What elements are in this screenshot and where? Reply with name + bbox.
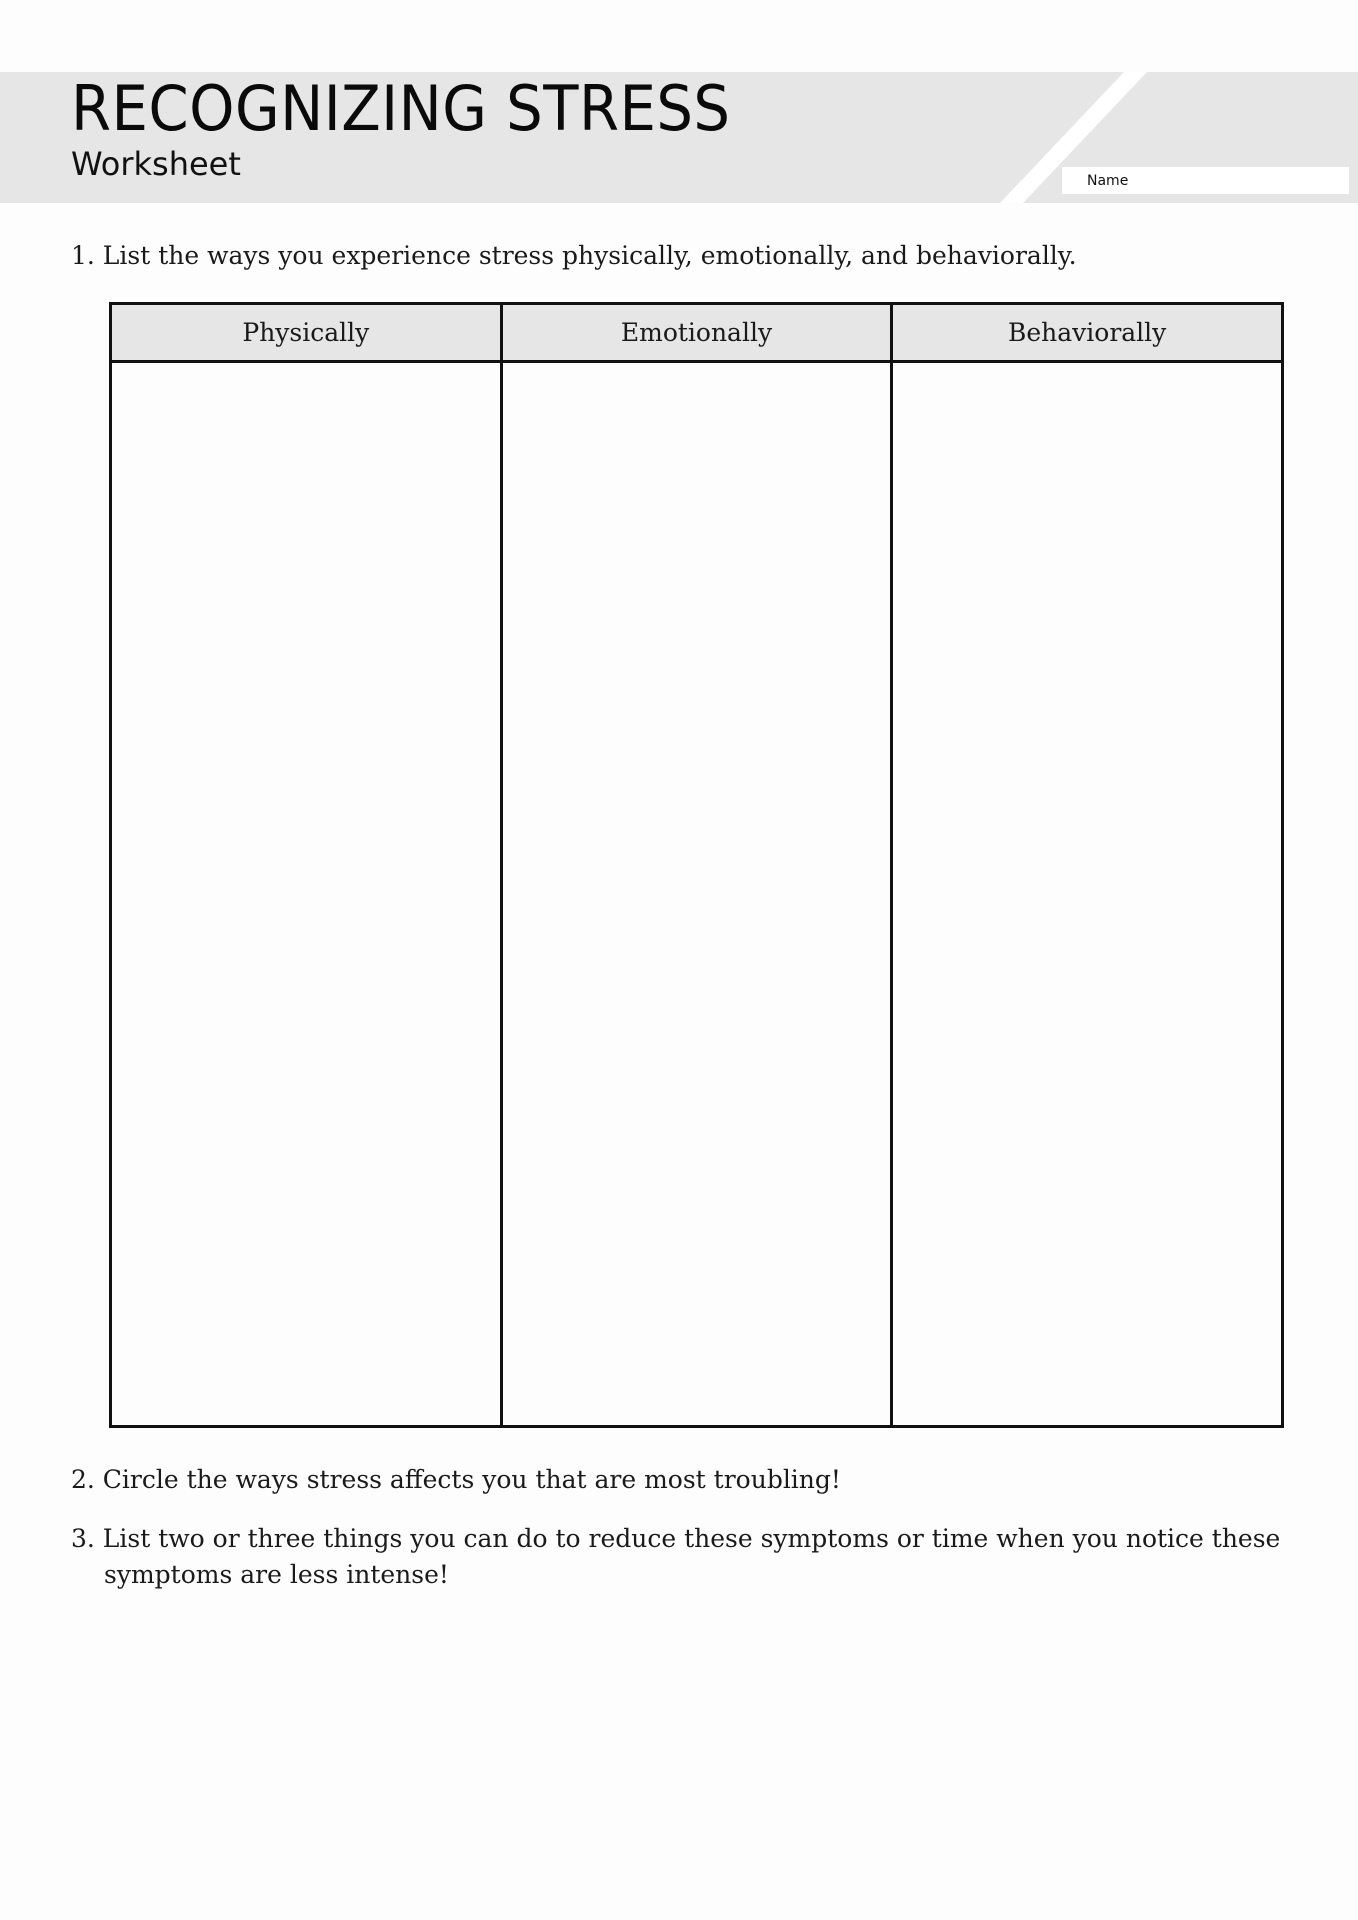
question-3-line-2: symptoms are less intense!: [104, 1560, 449, 1589]
column-header-physically: Physically: [111, 304, 502, 362]
question-1: 1. List the ways you experience stress physically, emotionally, and behaviorally.: [71, 241, 1077, 270]
name-label: Name: [1087, 173, 1129, 189]
emotionally-answer-cell[interactable]: [501, 362, 892, 1427]
behaviorally-answer-cell[interactable]: [892, 362, 1283, 1427]
table-row: [111, 362, 1283, 1427]
column-header-behaviorally: Behaviorally: [892, 304, 1283, 362]
page-title: RECOGNIZING STRESS: [71, 72, 731, 145]
question-3: [71, 1521, 1301, 1593]
stress-table: [109, 302, 1284, 1428]
name-field[interactable]: [1062, 167, 1349, 194]
page-subtitle: Worksheet: [71, 145, 241, 183]
question-3-line-1: 3. List two or three things you can do to reduce these symptoms or time when you notice these: [71, 1524, 1281, 1553]
column-header-emotionally: Emotionally: [501, 304, 892, 362]
table-header-row: [111, 304, 1283, 362]
question-2: 2. Circle the ways stress affects you that are most troubling!: [71, 1465, 841, 1494]
physically-answer-cell[interactable]: [111, 362, 502, 1427]
